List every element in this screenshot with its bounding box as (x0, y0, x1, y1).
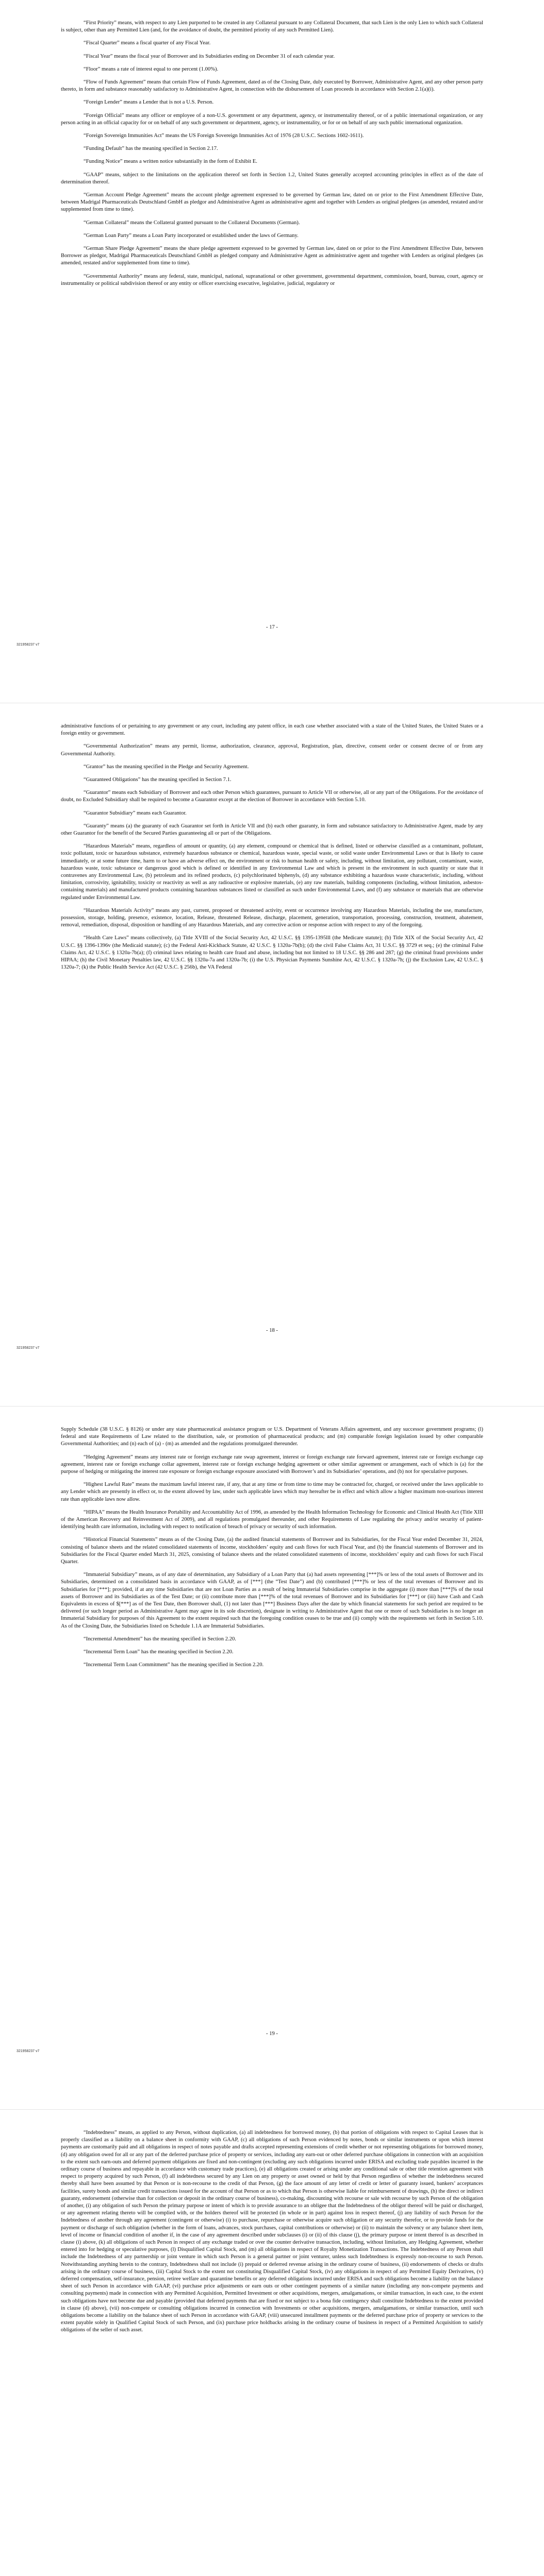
definition-foreign-sovereign-immunities-act: “Foreign Sovereign Immunities Act” means the US Foreign Sovereign Immunities Act of 1976 (28 U.S.C. Sections 1602-1611). (84, 133, 364, 139)
definition-hazardous-materials-activity: “Hazardous Materials Activity” means any past, current, proposed or threatened activity, event or occurrence involving any Hazardous Materials, including the use, manufacture, possession, storage, holding, presence, existence, location, Release, threatened Release, discharge, placement, generation, transportation, processing, construction, treatment, abatement, removal, remediation, disposal, disposition or handling of any Hazardous Materials, and any corrective action or response action with respect to any of the foregoing. (61, 907, 483, 928)
definition-german-collateral: “German Collateral” means the Collateral granted pursuant to the Collateral Documents (German). (84, 219, 300, 226)
definition-incremental-term-loan-commitment: “Incremental Term Loan Commitment” has the meaning specified in Section 2.20. (84, 1662, 264, 1668)
page-18 (0, 703, 544, 1406)
definition-grantor: “Grantor” has the meaning specified in the Pledge and Security Agreement. (84, 764, 249, 770)
page-17 (0, 0, 544, 703)
page-20 (0, 2110, 544, 2576)
definition-funding-default: “Funding Default” has the meaning specified in Section 2.17. (84, 146, 218, 152)
definition-historical-financial-statements: “Historical Financial Statements” means as of the Closing Date, (a) the audited financial statements of Borrower and its Subsidiaries, for the Fiscal Year ended December 31, 2024, consisting of balance sheets and the related consolidated statements of income, stockholders’ equity and cash flows for such Fiscal Year, and (b) the financial statements of Borrower and its Subsidiaries for the Fiscal Quarter ended March 31, 2025, consisting of balance sheets and the related consolidated statements of income, stockholders’ equity and cash flows for such Fiscal Quarter. (61, 1537, 483, 1565)
definition-health-care-laws: “Health Care Laws” means collectively, (a) Title XVIII of the Social Security Act, 42 U.S.C. §§ 1395-1395lll (the Medicare statute); (b) Title XIX of the Social Security Act, 42 U.S.C. §§ 1396-1396v (the Medicaid statute); (c) the Federal Anti-Kickback Statute, 42 U.S.C. § 1320a-7b(b); (d) the civil False Claims Act, 31 U.S.C. §§ 3729 et seq.; (e) the criminal False Claims Act, 42 U.S.C. § 1320a-7b(a); (f) criminal laws relating to health care fraud and abuse, including but not limited to 18 U.S.C. §§ 286 and 287; (g) the criminal fraud provisions under HIPAA; (h) the Civil Monetary Penalties law, 42 U.S.C. §§ 1320a-7a and 1320a-7b; (i) the U.S. Physician Payments Sunshine Act, 42 U.S.C. § 1320a-7h; (j) the Exclusion Law, 42 U.S.C. § 1320a-7; (k) the Public Health Service Act (42 U.S.C. § 256b), the VA Federal (61, 935, 483, 971)
definition-immaterial-subsidiary: “Immaterial Subsidiary” means, as of any date of determination, any Subsidiary of a Loan Party that (a) had assets representing [***]% or less of the total assets of Borrower and its Subsidiaries, determined on a consolidated basis in accordance with GAAP, as of [***] (the “Test Date”) and (b) contributed [***]% or less of the total revenues of Borrower and its Subsidiaries for [***]; provided, if at any time Subsidiaries that are not Loan Parties as a result of being Immaterial Subsidiaries comprise in the aggregate (i) more than [***]% of the total assets of Borrower and its Subsidiaries as of the Test Date; or (ii) contribute more than [***]% of the total revenues of Borrower and its Subsidiaries for [***] or (iii) have Cash and Cash Equivalents in excess of $[***] as of the Test Date, then Borrower shall, (1) not later than [***] Business Days after the date by which financial statements for such period are required to be delivered (or such longer period as Administrative Agent may agree in its sole discretion), designate in writing to Administrative Agent that one or more of such Subsidiaries is no longer an Immaterial Subsidiary for purposes of this Agreement to the extent required such that the foregoing condition ceases to be true and (ii) comply with the requirements set forth in Section 5.10. As of the Closing Date, the Subsidiaries listed on Schedule 1.1A are Immaterial Subsidiaries. (61, 1572, 483, 1629)
page-number: - 17 - (266, 624, 278, 630)
definition-guarantor: “Guarantor” means each Subsidiary of Borrower and each other Person which guarantees, pursuant to Article VII or otherwise, all or any part of the Obligations. For the avoidance of doubt, no Excluded Subsidiary shall be required to become a Guarantor except at the election of Borrower in accordance with Section 5.10. (61, 790, 483, 803)
definition-gaap: “GAAP” means, subject to the limitations on the application thereof set forth in Section 1.2, United States generally accepted accounting principles in effect as of the date of determination thereof. (61, 172, 483, 185)
definition-guarantor-subsidiary: “Guarantor Subsidiary” means each Guarantor. (84, 810, 187, 816)
definition-guaranteed-obligations: “Guaranteed Obligations” has the meaning specified in Section 7.1. (84, 777, 232, 783)
definition-floor: “Floor” means a rate of interest equal to one percent (1.00%). (84, 66, 219, 72)
definition-german-account-pledge-agreement: “German Account Pledge Agreement” means the account pledge agreement expressed to be governed by German law, dated on or prior to the First Amendment Effective Date, between Madrigal Pharmaceuticals Deutschland GmbH as pledgor and Administrative Agent as administrative agent and together with Lenders as original pledgees (as amended, restated and/or supplemented from time to time). (61, 192, 483, 213)
definition-incremental-term-loan: “Incremental Term Loan” has the meaning specified in Section 2.20. (84, 1649, 234, 1655)
page-content (61, 703, 483, 971)
definition-foreign-official: “Foreign Official” means any officer or employee of a non-U.S. government or any department, agency, or instrumentality thereof, or of a public international organization, or any person acting in an official capacity for or on behalf of any such government or department, agency, or instrumentality, or for or on behalf of any such public international organization. (61, 112, 483, 126)
document-id: 321958237 v7 (17, 643, 40, 647)
definition-flow-of-funds-agreement: “Flow of Funds Agreement” means that certain Flow of Funds Agreement, dated as of the Closing Date, duly executed by Borrower, Administrative Agent, and any other person party thereto, in form and substance reasonably satisfactory to Administrative Agent, in connection with the disbursement of Loan proceeds in accordance with Section 2.1(a)(i). (61, 79, 483, 93)
continued-paragraph: administrative functions of or pertaining to any government or any court, including any patent office, in each case whether associated with a state of the United States, the United States or a foreign entity or government. (61, 723, 483, 737)
definition-hipaa: “HIPAA” means the Health Insurance Portability and Accountability Act of 1996, as amended by the Health Information Technology for Economic and Clinical Health Act (Title XIII of the American Recovery and Reinvestment Act of 2009), and all regulations promulgated thereunder, and other Requirements of Law regulating the privacy and/or security of patient-identifying health care information, including with respect to notification of breach of privacy or security of such information. (61, 1509, 483, 1530)
definition-highest-lawful-rate: “Highest Lawful Rate” means the maximum lawful interest rate, if any, that at any time or from time to time may be contracted for, charged, or received under the laws applicable to any Lender which are presently in effect or, to the extent allowed by law, under such applicable laws which may hereafter be in effect and which allow a higher maximum non-usurious interest rate than applicable laws now allow. (61, 1482, 483, 1502)
definition-funding-notice: “Funding Notice” means a written notice substantially in the form of Exhibit E. (84, 159, 257, 165)
page-number: - 18 - (266, 1328, 278, 1333)
definition-fiscal-quarter: “Fiscal Quarter” means a fiscal quarter of any Fiscal Year. (84, 40, 211, 46)
definition-indebtedness: “Indebtedness” means, as applied to any Person, without duplication, (a) all indebtedness for borrowed money, (b) that portion of obligations with respect to Capital Leases that is properly classified as a liability on a balance sheet in conformity with GAAP, (c) all obligations of such Person evidenced by notes, bonds or similar instruments or upon which interest payments are customarily paid and all obligations in respect of notes payable and drafts accepted representing extensions of credit whether or not representing obligations for borrowed money, (d) any obligation owed for all or any part of the deferred purchase price of property or services, including any earn-out or other deferred purchase obligations in connection with an acquisition to the extent such earn-outs and deferred payment obligations are fixed and non-contingent (excluding any such obligations incurred under ERISA and excluding trade payables incurred in the ordinary course of business and repayable in accordance with customary trade practices), (e) all obligations created or arising under any conditional sale or other title retention agreement with respect to property acquired by such Person, (f) all indebtedness secured by any Lien on any property or asset owned or held by that Person regardless of whether the indebtedness secured thereby shall have been assumed by that Person or is non-recourse to the credit of that Person, (g) the face amount of any letter of credit or letter of guaranty issued, bankers’ acceptances facilities, surety bonds and similar credit transactions issued for the account of that Person or as to which that Person is otherwise liable for reimbursement of drawings, (h) the direct or indirect guaranty, endorsement (otherwise than for collection or deposit in the ordinary course of business), co-making, discounting with recourse or sale with recourse by such Person of the obligation of another, (i) any obligation of such Person the primary purpose or intent of which is to provide assurance to an obligee that the Indebtedness of the obligor thereof will be paid or discharged, or any agreement relating thereto will be complied with, or the holders thereof will be protected (in whole or in part) against loss in respect thereof, (j) any liability of such Person for the Indebtedness of another through any agreement (contingent or otherwise) (i) to purchase, repurchase or otherwise acquire such obligation or any security therefor, or to provide funds for the payment or discharge of such obligation (whether in the form of loans, advances, stock purchases, capital contributions or otherwise) or (ii) to maintain the solvency or any balance sheet item, level of income or financial condition of another if, in the case of any agreement described under subclauses (i) or (ii) of this clause (j), the primary purpose or intent thereof is as described in clause (i) above, (k) all obligations of such Person in respect of any exchange traded or over the counter derivative transaction, including, without limitation, any Hedging Agreement, whether entered into for hedging or speculative purposes, (l) Disqualified Capital Stock, and (m) all obligations in respect of Royalty Monetization Transactions. The Indebtedness of any Person shall include the Indebtedness of any partnership or joint venture in which such Person is a general partner or joint venturer, unless such Indebtedness is expressly non-recourse to such Person. Notwithstanding anything herein to the contrary, Indebtedness shall not include (i) prepaid or deferred revenue arising in the ordinary course of business, (ii) endorsements of checks or drafts arising in the ordinary course of business, (iii) Capital Stock to the extent not constituting Disqualified Capital Stock, (iv) any obligations in respect of any Permitted Equity Derivatives, (v) deferred compensation, self-insurance, pension, retiree welfare and quarantine benefits or any deferred obligations incurred under ERISA and such obligations become a liability on the balance sheet of such Person in accordance with GAAP, (vi) purchase price adjustments or earn outs or other contingent payments of a similar nature (including any non-compete payments and consulting payments) made in connection with any Permitted Acquisition, Permitted Investment or other acquisitions, mergers, amalgamations, or similar transaction, in each case, to the extent such obligations have not become due and payable (provided that deferred payments that are fixed or not subject to a bona fide contingency shall constitute Indebtedness to the extent provided in clause (d) above), (vii) non-compete or consulting obligations incurred in connection with Investments or other acquisitions, mergers, amalgamations, or similar transaction, until such obligations become a liability on the balance sheet of such Person in accordance with GAAP, (viii) unsecured installment payments or the deferred purchase price of property or services to the extent payable solely in Qualified Capital Stock of such Person, and (ix) purchase price holdbacks arising in the ordinary course of business in respect of a Permitted Acquisition to satisfy obligations of the seller of such asset. (61, 2130, 483, 2333)
page-19 (0, 1406, 544, 2110)
definition-guaranty: “Guaranty” means (a) the guaranty of each Guarantor set forth in Article VII and (b) each other guaranty, in form and substance satisfactory to Administrative Agent, made by any other Guarantor for the benefit of the Secured Parties guaranteeing all or part of the Obligations. (61, 823, 483, 837)
definition-foreign-lender: “Foreign Lender” means a Lender that is not a U.S. Person. (84, 99, 214, 106)
page-content (61, 1406, 483, 1669)
definition-german-loan-party: “German Loan Party” means a Loan Party incorporated or established under the laws of Germany. (84, 232, 299, 239)
page-number: - 19 - (266, 2031, 278, 2037)
page-content (61, 2110, 483, 2334)
definition-first-priority: “First Priority” means, with respect to any Lien purported to be created in any Collateral pursuant to any Collateral Document, that such Lien is the only Lien to which such Collateral is subject, other than any Permitted Lien (and, for the avoidance of doubt, the permitted priority of any such Permitted Lien). (61, 20, 483, 33)
definition-hedging-agreement: “Hedging Agreement” means any interest rate or foreign exchange rate swap agreement, interest or foreign exchange rate forward agreement, interest rate or foreign exchange cap agreement, interest rate or foreign exchange collar agreement, interest rate or foreign exchange hedging agreement or other similar agreement or arrangement, each of which is (a) for the purpose of hedging or mitigating the interest rate exposure or foreign exchange exposure associated with Borrower’s and its Subsidiaries’ operations, and (b) not for speculative purposes. (61, 1454, 483, 1475)
definition-german-share-pledge-agreement: “German Share Pledge Agreement” means the share pledge agreement expressed to be governed by German law, dated on or prior to the First Amendment Effective Date, between Borrower as pledgor, Madrigal Pharmaceuticals Deutschland GmbH as pledged company and Administrative Agent as administrative agent and together with Lenders as original pledgees (as amended, restated and/or supplemented from time to time). (61, 246, 483, 266)
definition-fiscal-year: “Fiscal Year” means the fiscal year of Borrower and its Subsidiaries ending on December 31 of each calendar year. (84, 53, 335, 59)
definition-governmental-authorization: “Governmental Authorization” means any permit, license, authorization, clearance, approval, Registration, plan, directive, consent order or consent decree of or from any Governmental Authority. (61, 743, 483, 757)
continued-paragraph: Supply Schedule (38 U.S.C. § 8126) or under any state pharmaceutical assistance program or U.S. Department of Veterans Affairs agreement, and any successor government programs; (l) federal and state Requirements of Law related to the distribution, sale, or promotion of pharmaceutical products; and (m) comparable foreign legislation issued by other comparable Governmental Authorities; and (n) each of (a) - (m) as amended and the regulations promulgated thereunder. (61, 1427, 483, 1447)
definition-incremental-amendment: “Incremental Amendment” has the meaning specified in Section 2.20. (84, 1636, 236, 1642)
document-id: 321958237 v7 (17, 2049, 40, 2053)
page-content (61, 0, 483, 287)
definition-governmental-authority: “Governmental Authority” means any federal, state, municipal, national, supranational or other government, governmental department, commission, board, bureau, court, agency or instrumentality or political subdivision thereof or any entity or officer exercising executive, legislative, judicial, regulatory or (61, 273, 483, 286)
document-id: 321958237 v7 (17, 1346, 40, 1350)
definition-hazardous-materials: “Hazardous Materials” means, regardless of amount or quantity, (a) any element, compound or chemical that is defined, listed or otherwise classified as a contaminant, pollutant, toxic pollutant, toxic or hazardous substance, extremely hazardous substance or chemical, hazardous waste, special waste, or solid waste under Environmental Laws or that is likely to cause immediately, or at some future time, harm to or have an adverse effect on, the environment or risk to human health or safety, including, without limitation, any pollutant, contaminant, waste, hazardous waste, toxic substance or dangerous good which is defined or identified in any Environmental Law and which is present in the environment in such quantity or state that it contravenes any Environmental Law, (b) petroleum and its refined products, (c) polychlorinated biphenyls, (d) any substance exhibiting a hazardous waste characteristic, including, without limitation, corrosivity, ignitability, toxicity or reactivity as well as any radioactive or explosive materials, (e) any raw materials, building components (including, without limitation, asbestos-containing materials) and manufactured products containing hazardous substances listed or classified as such under Environmental Laws, and (f) any substance or materials that are otherwise regulated under Environmental Law. (61, 843, 483, 901)
